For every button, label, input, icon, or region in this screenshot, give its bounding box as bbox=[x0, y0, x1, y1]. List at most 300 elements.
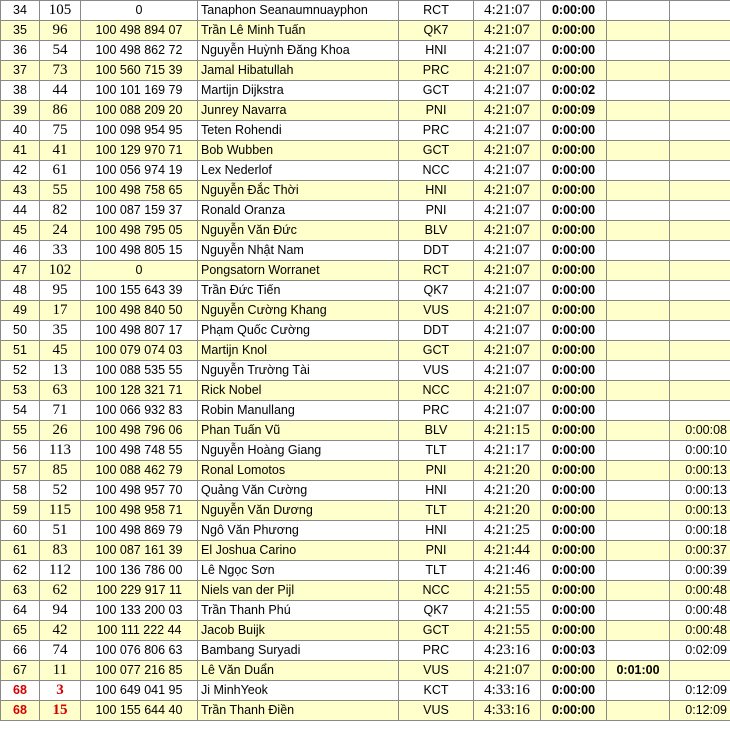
penalty-cell bbox=[607, 521, 670, 541]
rank-cell: 35 bbox=[1, 21, 40, 41]
bib-cell: 3 bbox=[40, 681, 81, 701]
rider-name-cell: Lex Nederlof bbox=[198, 161, 399, 181]
rank-cell: 58 bbox=[1, 481, 40, 501]
rider-name-cell: Tanaphon Seanaumnuayphon bbox=[198, 1, 399, 21]
bonus-cell: 0:00:00 bbox=[541, 121, 607, 141]
table-row bbox=[1, 481, 730, 501]
table-row bbox=[1, 541, 730, 561]
team-code-cell: VUS bbox=[399, 361, 474, 381]
penalty-cell bbox=[607, 541, 670, 561]
gap-cell: 0:12:09 bbox=[670, 701, 730, 721]
rank-cell: 40 bbox=[1, 121, 40, 141]
penalty-cell bbox=[607, 341, 670, 361]
team-code-cell: TLT bbox=[399, 441, 474, 461]
rider-name-cell: Junrey Navarra bbox=[198, 101, 399, 121]
penalty-cell bbox=[607, 701, 670, 721]
rank-cell: 64 bbox=[1, 601, 40, 621]
bib-cell: 94 bbox=[40, 601, 81, 621]
bib-cell: 33 bbox=[40, 241, 81, 261]
penalty-cell bbox=[607, 361, 670, 381]
penalty-cell bbox=[607, 601, 670, 621]
rank-cell: 59 bbox=[1, 501, 40, 521]
table-row bbox=[1, 681, 730, 701]
table-row bbox=[1, 181, 730, 201]
gap-cell: 0:00:08 bbox=[670, 421, 730, 441]
gap-cell: 0:02:09 bbox=[670, 641, 730, 661]
team-code-cell: DDT bbox=[399, 321, 474, 341]
table-row bbox=[1, 441, 730, 461]
rider-name-cell: Trần Thanh Điền bbox=[198, 701, 399, 721]
bonus-cell: 0:00:00 bbox=[541, 381, 607, 401]
gap-cell: 0:00:48 bbox=[670, 601, 730, 621]
penalty-cell bbox=[607, 281, 670, 301]
team-code-cell: NCC bbox=[399, 581, 474, 601]
time-cell: 4:21:20 bbox=[474, 461, 541, 481]
gap-cell bbox=[670, 101, 730, 121]
table-row bbox=[1, 221, 730, 241]
rank-cell: 68 bbox=[1, 681, 40, 701]
rank-cell: 34 bbox=[1, 1, 40, 21]
table-row bbox=[1, 401, 730, 421]
bonus-cell: 0:00:00 bbox=[541, 541, 607, 561]
gap-cell bbox=[670, 21, 730, 41]
uci-id-cell: 100 087 159 37 bbox=[81, 201, 198, 221]
rider-name-cell: Jacob Buijk bbox=[198, 621, 399, 641]
bonus-cell: 0:00:00 bbox=[541, 241, 607, 261]
time-cell: 4:21:15 bbox=[474, 421, 541, 441]
bib-cell: 61 bbox=[40, 161, 81, 181]
uci-id-cell: 100 088 535 55 bbox=[81, 361, 198, 381]
penalty-cell bbox=[607, 81, 670, 101]
team-code-cell: GCT bbox=[399, 81, 474, 101]
uci-id-cell: 100 056 974 19 bbox=[81, 161, 198, 181]
bonus-cell: 0:00:00 bbox=[541, 441, 607, 461]
penalty-cell bbox=[607, 401, 670, 421]
bonus-cell: 0:00:00 bbox=[541, 21, 607, 41]
gap-cell bbox=[670, 661, 730, 681]
bonus-cell: 0:00:00 bbox=[541, 301, 607, 321]
gap-cell bbox=[670, 201, 730, 221]
penalty-cell bbox=[607, 21, 670, 41]
rank-cell: 50 bbox=[1, 321, 40, 341]
penalty-cell bbox=[607, 421, 670, 441]
bib-cell: 44 bbox=[40, 81, 81, 101]
penalty-cell bbox=[607, 141, 670, 161]
bonus-cell: 0:00:00 bbox=[541, 461, 607, 481]
uci-id-cell: 100 649 041 95 bbox=[81, 681, 198, 701]
uci-id-cell: 100 229 917 11 bbox=[81, 581, 198, 601]
rank-cell: 55 bbox=[1, 421, 40, 441]
table-row bbox=[1, 21, 730, 41]
team-code-cell: QK7 bbox=[399, 21, 474, 41]
bonus-cell: 0:00:00 bbox=[541, 201, 607, 221]
bib-cell: 17 bbox=[40, 301, 81, 321]
time-cell: 4:21:55 bbox=[474, 621, 541, 641]
team-code-cell: QK7 bbox=[399, 281, 474, 301]
time-cell: 4:21:07 bbox=[474, 161, 541, 181]
penalty-cell bbox=[607, 561, 670, 581]
table-row bbox=[1, 341, 730, 361]
uci-id-cell: 100 128 321 71 bbox=[81, 381, 198, 401]
rank-cell: 44 bbox=[1, 201, 40, 221]
time-cell: 4:21:07 bbox=[474, 41, 541, 61]
rank-cell: 39 bbox=[1, 101, 40, 121]
rank-cell: 43 bbox=[1, 181, 40, 201]
table-row bbox=[1, 241, 730, 261]
rider-name-cell: Ngô Văn Phương bbox=[198, 521, 399, 541]
bonus-cell: 0:00:00 bbox=[541, 1, 607, 21]
time-cell: 4:21:07 bbox=[474, 361, 541, 381]
team-code-cell: RCT bbox=[399, 261, 474, 281]
gap-cell: 0:00:13 bbox=[670, 481, 730, 501]
time-cell: 4:21:07 bbox=[474, 61, 541, 81]
rank-cell: 36 bbox=[1, 41, 40, 61]
rider-name-cell: Lê Văn Duẩn bbox=[198, 661, 399, 681]
bonus-cell: 0:00:00 bbox=[541, 221, 607, 241]
bonus-cell: 0:00:00 bbox=[541, 481, 607, 501]
uci-id-cell: 100 498 840 50 bbox=[81, 301, 198, 321]
table-row bbox=[1, 701, 730, 721]
time-cell: 4:21:07 bbox=[474, 101, 541, 121]
bonus-cell: 0:00:00 bbox=[541, 561, 607, 581]
bib-cell: 45 bbox=[40, 341, 81, 361]
time-cell: 4:21:46 bbox=[474, 561, 541, 581]
rider-name-cell: Pongsatorn Worranet bbox=[198, 261, 399, 281]
bonus-cell: 0:00:00 bbox=[541, 261, 607, 281]
penalty-cell bbox=[607, 161, 670, 181]
team-code-cell: GCT bbox=[399, 621, 474, 641]
uci-id-cell: 0 bbox=[81, 1, 198, 21]
rider-name-cell: Robin Manullang bbox=[198, 401, 399, 421]
gap-cell bbox=[670, 61, 730, 81]
gap-cell: 0:00:13 bbox=[670, 501, 730, 521]
gap-cell: 0:00:10 bbox=[670, 441, 730, 461]
uci-id-cell: 100 498 758 65 bbox=[81, 181, 198, 201]
rank-cell: 57 bbox=[1, 461, 40, 481]
team-code-cell: BLV bbox=[399, 421, 474, 441]
gap-cell bbox=[670, 261, 730, 281]
penalty-cell bbox=[607, 681, 670, 701]
gap-cell: 0:00:48 bbox=[670, 581, 730, 601]
rider-name-cell: Ji MinhYeok bbox=[198, 681, 399, 701]
bonus-cell: 0:00:00 bbox=[541, 61, 607, 81]
gap-cell bbox=[670, 341, 730, 361]
penalty-cell bbox=[607, 1, 670, 21]
team-code-cell: PNI bbox=[399, 201, 474, 221]
time-cell: 4:21:44 bbox=[474, 541, 541, 561]
penalty-cell bbox=[607, 461, 670, 481]
table-row bbox=[1, 521, 730, 541]
team-code-cell: BLV bbox=[399, 221, 474, 241]
time-cell: 4:21:07 bbox=[474, 661, 541, 681]
team-code-cell: KCT bbox=[399, 681, 474, 701]
bib-cell: 75 bbox=[40, 121, 81, 141]
time-cell: 4:21:55 bbox=[474, 601, 541, 621]
rider-name-cell: Teten Rohendi bbox=[198, 121, 399, 141]
bonus-cell: 0:00:00 bbox=[541, 141, 607, 161]
penalty-cell bbox=[607, 321, 670, 341]
rider-name-cell: Phạm Quốc Cường bbox=[198, 321, 399, 341]
gap-cell bbox=[670, 161, 730, 181]
bonus-cell: 0:00:00 bbox=[541, 581, 607, 601]
bonus-cell: 0:00:00 bbox=[541, 601, 607, 621]
team-code-cell: PNI bbox=[399, 541, 474, 561]
bonus-cell: 0:00:00 bbox=[541, 361, 607, 381]
time-cell: 4:21:07 bbox=[474, 1, 541, 21]
team-code-cell: VUS bbox=[399, 661, 474, 681]
uci-id-cell: 100 155 644 40 bbox=[81, 701, 198, 721]
penalty-cell bbox=[607, 41, 670, 61]
bib-cell: 35 bbox=[40, 321, 81, 341]
rank-cell: 68 bbox=[1, 701, 40, 721]
bonus-cell: 0:00:00 bbox=[541, 681, 607, 701]
penalty-cell bbox=[607, 181, 670, 201]
time-cell: 4:21:07 bbox=[474, 321, 541, 341]
bib-cell: 112 bbox=[40, 561, 81, 581]
rider-name-cell: Rick Nobel bbox=[198, 381, 399, 401]
rider-name-cell: Phan Tuấn Vũ bbox=[198, 421, 399, 441]
table-row bbox=[1, 361, 730, 381]
rank-cell: 48 bbox=[1, 281, 40, 301]
table-row bbox=[1, 81, 730, 101]
penalty-cell bbox=[607, 101, 670, 121]
gap-cell bbox=[670, 321, 730, 341]
table-row bbox=[1, 581, 730, 601]
uci-id-cell: 100 111 222 44 bbox=[81, 621, 198, 641]
rider-name-cell: Nguyễn Cường Khang bbox=[198, 301, 399, 321]
bib-cell: 113 bbox=[40, 441, 81, 461]
penalty-cell bbox=[607, 581, 670, 601]
rank-cell: 45 bbox=[1, 221, 40, 241]
time-cell: 4:33:16 bbox=[474, 681, 541, 701]
bib-cell: 51 bbox=[40, 521, 81, 541]
bib-cell: 52 bbox=[40, 481, 81, 501]
rank-cell: 53 bbox=[1, 381, 40, 401]
bib-cell: 96 bbox=[40, 21, 81, 41]
bonus-cell: 0:00:09 bbox=[541, 101, 607, 121]
gap-cell bbox=[670, 241, 730, 261]
bib-cell: 105 bbox=[40, 1, 81, 21]
rank-cell: 67 bbox=[1, 661, 40, 681]
uci-id-cell: 100 079 074 03 bbox=[81, 341, 198, 361]
uci-id-cell: 100 498 805 15 bbox=[81, 241, 198, 261]
rider-name-cell: Nguyễn Văn Dương bbox=[198, 501, 399, 521]
rider-name-cell: Ronald Oranza bbox=[198, 201, 399, 221]
rank-cell: 37 bbox=[1, 61, 40, 81]
rider-name-cell: Bob Wubben bbox=[198, 141, 399, 161]
bib-cell: 42 bbox=[40, 621, 81, 641]
gap-cell bbox=[670, 301, 730, 321]
uci-id-cell: 100 560 715 39 bbox=[81, 61, 198, 81]
gap-cell bbox=[670, 121, 730, 141]
team-code-cell: QK7 bbox=[399, 601, 474, 621]
penalty-cell bbox=[607, 441, 670, 461]
team-code-cell: PRC bbox=[399, 61, 474, 81]
rider-name-cell: Nguyễn Hoàng Giang bbox=[198, 441, 399, 461]
gap-cell bbox=[670, 381, 730, 401]
time-cell: 4:21:07 bbox=[474, 181, 541, 201]
gap-cell: 0:00:37 bbox=[670, 541, 730, 561]
uci-id-cell: 100 088 209 20 bbox=[81, 101, 198, 121]
rank-cell: 60 bbox=[1, 521, 40, 541]
rank-cell: 38 bbox=[1, 81, 40, 101]
rank-cell: 41 bbox=[1, 141, 40, 161]
table-row bbox=[1, 501, 730, 521]
time-cell: 4:21:55 bbox=[474, 581, 541, 601]
table-row bbox=[1, 641, 730, 661]
bib-cell: 115 bbox=[40, 501, 81, 521]
team-code-cell: PRC bbox=[399, 641, 474, 661]
uci-id-cell: 100 498 796 06 bbox=[81, 421, 198, 441]
rank-cell: 66 bbox=[1, 641, 40, 661]
rank-cell: 49 bbox=[1, 301, 40, 321]
bib-cell: 13 bbox=[40, 361, 81, 381]
bib-cell: 83 bbox=[40, 541, 81, 561]
rider-name-cell: Trần Thanh Phú bbox=[198, 601, 399, 621]
bonus-cell: 0:00:00 bbox=[541, 341, 607, 361]
team-code-cell: PRC bbox=[399, 401, 474, 421]
table-row bbox=[1, 621, 730, 641]
rank-cell: 51 bbox=[1, 341, 40, 361]
uci-id-cell: 100 088 462 79 bbox=[81, 461, 198, 481]
uci-id-cell: 100 498 958 71 bbox=[81, 501, 198, 521]
uci-id-cell: 100 498 862 72 bbox=[81, 41, 198, 61]
time-cell: 4:21:07 bbox=[474, 401, 541, 421]
time-cell: 4:21:25 bbox=[474, 521, 541, 541]
team-code-cell: PNI bbox=[399, 101, 474, 121]
team-code-cell: DDT bbox=[399, 241, 474, 261]
table-row bbox=[1, 121, 730, 141]
table-row bbox=[1, 561, 730, 581]
rider-name-cell: Nguyễn Văn Đức bbox=[198, 221, 399, 241]
time-cell: 4:23:16 bbox=[474, 641, 541, 661]
rider-name-cell: Martijn Knol bbox=[198, 341, 399, 361]
rider-name-cell: Ronal Lomotos bbox=[198, 461, 399, 481]
time-cell: 4:21:07 bbox=[474, 221, 541, 241]
bib-cell: 73 bbox=[40, 61, 81, 81]
time-cell: 4:21:07 bbox=[474, 201, 541, 221]
time-cell: 4:21:07 bbox=[474, 261, 541, 281]
rider-name-cell: El Joshua Carino bbox=[198, 541, 399, 561]
gap-cell bbox=[670, 221, 730, 241]
bib-cell: 95 bbox=[40, 281, 81, 301]
gap-cell: 0:00:18 bbox=[670, 521, 730, 541]
penalty-cell bbox=[607, 61, 670, 81]
table-row bbox=[1, 301, 730, 321]
rank-cell: 63 bbox=[1, 581, 40, 601]
time-cell: 4:21:20 bbox=[474, 501, 541, 521]
rank-cell: 46 bbox=[1, 241, 40, 261]
bonus-cell: 0:00:00 bbox=[541, 521, 607, 541]
bonus-cell: 0:00:00 bbox=[541, 161, 607, 181]
team-code-cell: HNI bbox=[399, 521, 474, 541]
uci-id-cell: 100 498 957 70 bbox=[81, 481, 198, 501]
team-code-cell: VUS bbox=[399, 301, 474, 321]
time-cell: 4:21:07 bbox=[474, 121, 541, 141]
time-cell: 4:21:07 bbox=[474, 281, 541, 301]
bonus-cell: 0:00:00 bbox=[541, 181, 607, 201]
team-code-cell: NCC bbox=[399, 381, 474, 401]
bib-cell: 26 bbox=[40, 421, 81, 441]
gap-cell bbox=[670, 81, 730, 101]
uci-id-cell: 100 155 643 39 bbox=[81, 281, 198, 301]
rank-cell: 65 bbox=[1, 621, 40, 641]
rider-name-cell: Niels van der Pijl bbox=[198, 581, 399, 601]
gap-cell bbox=[670, 281, 730, 301]
team-code-cell: VUS bbox=[399, 701, 474, 721]
time-cell: 4:21:07 bbox=[474, 301, 541, 321]
bib-cell: 15 bbox=[40, 701, 81, 721]
rank-cell: 54 bbox=[1, 401, 40, 421]
uci-id-cell: 100 498 748 55 bbox=[81, 441, 198, 461]
bib-cell: 102 bbox=[40, 261, 81, 281]
table-row bbox=[1, 601, 730, 621]
uci-id-cell: 100 498 807 17 bbox=[81, 321, 198, 341]
penalty-cell bbox=[607, 641, 670, 661]
team-code-cell: GCT bbox=[399, 341, 474, 361]
uci-id-cell: 100 498 795 05 bbox=[81, 221, 198, 241]
penalty-cell bbox=[607, 221, 670, 241]
penalty-cell bbox=[607, 241, 670, 261]
uci-id-cell: 100 129 970 71 bbox=[81, 141, 198, 161]
gap-cell bbox=[670, 141, 730, 161]
bib-cell: 86 bbox=[40, 101, 81, 121]
rank-cell: 52 bbox=[1, 361, 40, 381]
bonus-cell: 0:00:00 bbox=[541, 421, 607, 441]
rank-cell: 56 bbox=[1, 441, 40, 461]
uci-id-cell: 0 bbox=[81, 261, 198, 281]
penalty-cell bbox=[607, 261, 670, 281]
uci-id-cell: 100 066 932 83 bbox=[81, 401, 198, 421]
rank-cell: 61 bbox=[1, 541, 40, 561]
rider-name-cell: Nguyễn Nhật Nam bbox=[198, 241, 399, 261]
bib-cell: 82 bbox=[40, 201, 81, 221]
gap-cell bbox=[670, 361, 730, 381]
bib-cell: 55 bbox=[40, 181, 81, 201]
bonus-cell: 0:00:00 bbox=[541, 321, 607, 341]
time-cell: 4:21:07 bbox=[474, 81, 541, 101]
uci-id-cell: 100 133 200 03 bbox=[81, 601, 198, 621]
table-row bbox=[1, 161, 730, 181]
penalty-cell bbox=[607, 121, 670, 141]
rider-name-cell: Trần Đức Tiến bbox=[198, 281, 399, 301]
bonus-cell: 0:00:00 bbox=[541, 281, 607, 301]
penalty-cell bbox=[607, 381, 670, 401]
gap-cell bbox=[670, 1, 730, 21]
uci-id-cell: 100 087 161 39 bbox=[81, 541, 198, 561]
table-row bbox=[1, 381, 730, 401]
rider-name-cell: Lê Ngọc Sơn bbox=[198, 561, 399, 581]
bib-cell: 54 bbox=[40, 41, 81, 61]
uci-id-cell: 100 098 954 95 bbox=[81, 121, 198, 141]
team-code-cell: TLT bbox=[399, 501, 474, 521]
rider-name-cell: Nguyễn Trường Tài bbox=[198, 361, 399, 381]
team-code-cell: PNI bbox=[399, 461, 474, 481]
table-row bbox=[1, 421, 730, 441]
table-row bbox=[1, 201, 730, 221]
gap-cell bbox=[670, 401, 730, 421]
team-code-cell: HNI bbox=[399, 481, 474, 501]
team-code-cell: PRC bbox=[399, 121, 474, 141]
team-code-cell: GCT bbox=[399, 141, 474, 161]
bib-cell: 11 bbox=[40, 661, 81, 681]
uci-id-cell: 100 101 169 79 bbox=[81, 81, 198, 101]
rank-cell: 42 bbox=[1, 161, 40, 181]
team-code-cell: HNI bbox=[399, 41, 474, 61]
table-row bbox=[1, 141, 730, 161]
rank-cell: 47 bbox=[1, 261, 40, 281]
time-cell: 4:21:07 bbox=[474, 241, 541, 261]
